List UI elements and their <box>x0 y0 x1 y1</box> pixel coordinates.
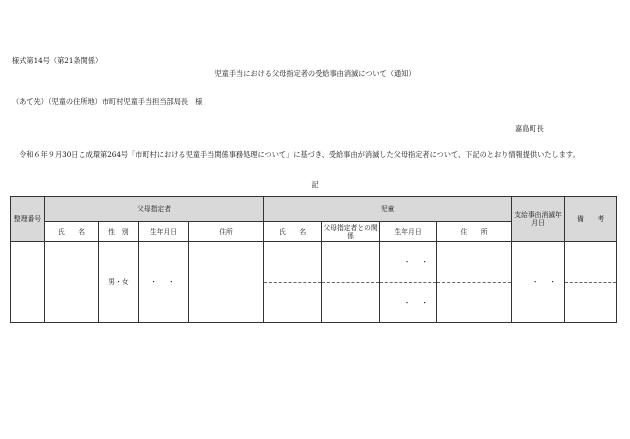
header-serial: 整理番号 <box>11 197 45 242</box>
header-parent-group: 父母指定者 <box>45 197 264 222</box>
cell-child2-name[interactable] <box>264 283 322 323</box>
cell-child1-address[interactable] <box>437 242 512 283</box>
cell-child1-relation[interactable] <box>322 242 380 283</box>
header-parent-gender: 性 別 <box>99 222 139 242</box>
header-reason-date: 支給事由消滅年月日 <box>512 197 565 242</box>
cell-parent-gender[interactable]: 男・女 <box>99 242 139 323</box>
cell-parent-birthdate[interactable]: ・ ・ <box>139 242 189 323</box>
header-parent-address: 住所 <box>189 222 264 242</box>
cell-child2-address[interactable] <box>437 283 512 323</box>
document-title: 児童手当における父母指定者の受給事由消滅について（通知） <box>214 69 416 78</box>
header-child-address: 住 所 <box>437 222 512 242</box>
body-text: 令和６年９月30日こ成環第264号「市町村における児童手当関係事務処理について」に基づき、受給事由が消滅した父母指定者について、下記のとおり情報提供いたします。 <box>19 150 580 159</box>
header-remarks: 備 考 <box>565 197 617 242</box>
body-paragraph <box>12 150 616 161</box>
form-number: 様式第14号（第21条関係） <box>12 56 103 65</box>
cell-remarks-1[interactable] <box>565 242 617 283</box>
cell-remarks-2[interactable] <box>565 283 617 323</box>
cell-parent-name[interactable] <box>45 242 99 323</box>
header-child-birthdate: 生年月日 <box>380 222 437 242</box>
header-child-name: 氏 名 <box>264 222 322 242</box>
ki-heading: 記 <box>311 180 319 189</box>
cell-child1-birthdate[interactable]: ・ ・ <box>380 242 437 283</box>
header-parent-name: 氏 名 <box>45 222 99 242</box>
cell-child1-name[interactable] <box>264 242 322 283</box>
header-child-group: 児童 <box>264 197 512 222</box>
notification-table <box>10 196 617 323</box>
header-child-relation: 父母指定者との関係 <box>323 223 378 240</box>
cell-serial[interactable] <box>11 242 45 323</box>
cell-child2-relation[interactable] <box>322 283 380 323</box>
addressee-line: （あて先）（児童の住所地）市町村児童手当担当部局長 様 <box>12 97 203 106</box>
sender-name: 嘉島町長 <box>515 124 544 133</box>
cell-reason-date[interactable]: ・ ・ <box>512 242 565 323</box>
cell-parent-address[interactable] <box>189 242 264 323</box>
cell-child2-birthdate[interactable]: ・ ・ <box>380 283 437 323</box>
header-parent-birthdate: 生年月日 <box>139 222 189 242</box>
